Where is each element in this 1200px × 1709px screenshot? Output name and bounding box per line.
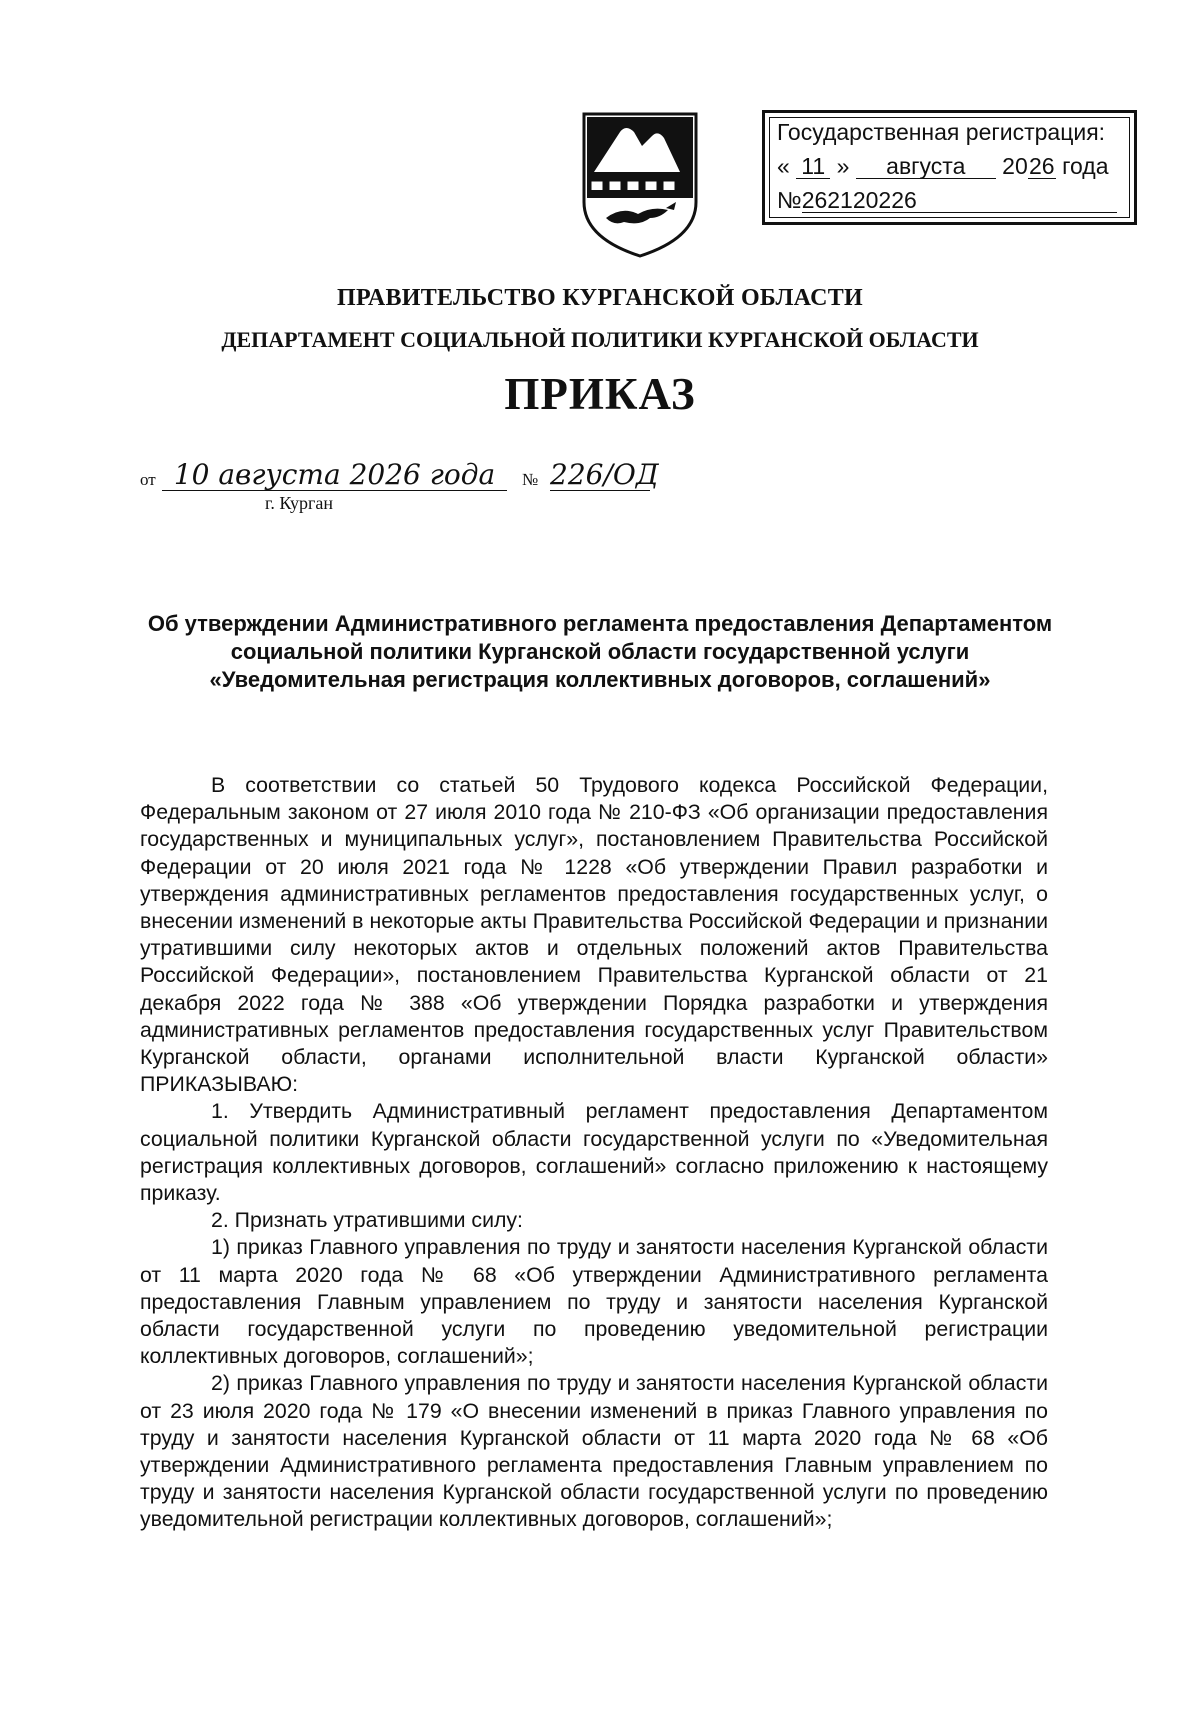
registration-month: августа [856, 154, 996, 179]
title-line: «Уведомительная регистрация коллективных договоров, соглашений» [209, 667, 991, 692]
registration-day: 11 [796, 154, 830, 179]
order-number-label: № [522, 470, 539, 489]
registration-year-suffix: 26 [1028, 153, 1055, 179]
order-number-handwritten: 226/ОД [550, 458, 659, 491]
registration-stamp [762, 110, 1137, 225]
order-date-line [140, 460, 700, 500]
registration-date-line [777, 153, 1127, 180]
document-title [130, 610, 1070, 694]
body-paragraph-item-1: 1. Утвердить Административный регламент предоставления Департаментом социальной политики Курганской области государственной услуги по «Уведомительная регистрация коллективных договоров, соглашений» согласно приложению к настоящему приказу. [140, 1099, 1048, 1206]
coat-of-arms-emblem [580, 110, 700, 260]
document-body [140, 772, 1048, 1534]
body-paragraph-preamble: В соответствии со статьей 50 Трудового кодекса Российской Федерации, Федеральным законом от 27 июля 2010 года № 210-ФЗ «Об организации предоставления государственных и муниципальных услуг», постановлением Правительства Российской Федерации от 20 июля 2021 года № 1228 «Об утверждении Правил разработки и утверждения административных регламентов предоставления государственных услуг, о внесении изменений в некоторые акты Правительства Российской Федерации и признании утратившими силу некоторых актов и отдельных положений актов Правительства Российской Федерации», постановлением Правительства Курганской области от 21 декабря 2022 года № 388 «Об утверждении Порядка разработки и утверждения административных регламентов предоставления государственных услуг Правительством Курганской области, органами исполнительной власти Курганской области» ПРИКАЗЫВАЮ: [140, 773, 1048, 1097]
document-type-heading: ПРИКАЗ [504, 369, 696, 419]
registration-title: Государственная регистрация: [777, 119, 1106, 145]
registration-number-line [777, 187, 1127, 214]
registration-year-prefix: 20 [1002, 153, 1028, 179]
order-city: г. Курган [265, 493, 334, 513]
registration-number-label: № [777, 187, 802, 213]
registration-year-word: года [1062, 153, 1109, 179]
department-heading: ДЕПАРТАМЕНТ СОЦИАЛЬНОЙ ПОЛИТИКИ КУРГАНСКОЙ ОБЛАСТИ [221, 327, 979, 352]
body-paragraph-subitem-2: 2) приказ Главного управления по труду и занятости населения Курганской области от 23 июля 2020 года № 179 «О внесении изменений в приказ Главного управления по труду и занятости населения Курганской области от 11 марта 2020 года № 68 «Об утверждении Административного регламента предоставления Главным управлением по труду и занятости населения Курганской области государственной услуги по проведению уведомительной регистрации коллективных договоров, соглашений»; [140, 1371, 1048, 1532]
title-line: Об утверждении Административного регламента предоставления Департаментом [147, 611, 1053, 636]
order-from-label: от [140, 470, 156, 489]
order-date-handwritten: 10 августа 2026 года [162, 460, 507, 491]
registration-quote-open: « [777, 153, 790, 179]
body-paragraph-subitem-1: 1) приказ Главного управления по труду и занятости населения Курганской области от 11 марта 2020 года № 68 «Об утверждении Административного регламента предоставления Главным управлением по труду и занятости населения Курганской области государственной услуги по проведению уведомительной регистрации коллективных договоров, соглашений»; [140, 1235, 1048, 1369]
registration-number: 262120226 [802, 188, 1117, 213]
government-heading: ПРАВИТЕЛЬСТВО КУРГАНСКОЙ ОБЛАСТИ [336, 285, 864, 311]
body-paragraph-item-2: 2. Признать утратившими силу: [211, 1208, 523, 1233]
registration-quote-close: » [836, 153, 850, 179]
title-line: социальной политики Курганской области государственной услуги [230, 639, 970, 664]
